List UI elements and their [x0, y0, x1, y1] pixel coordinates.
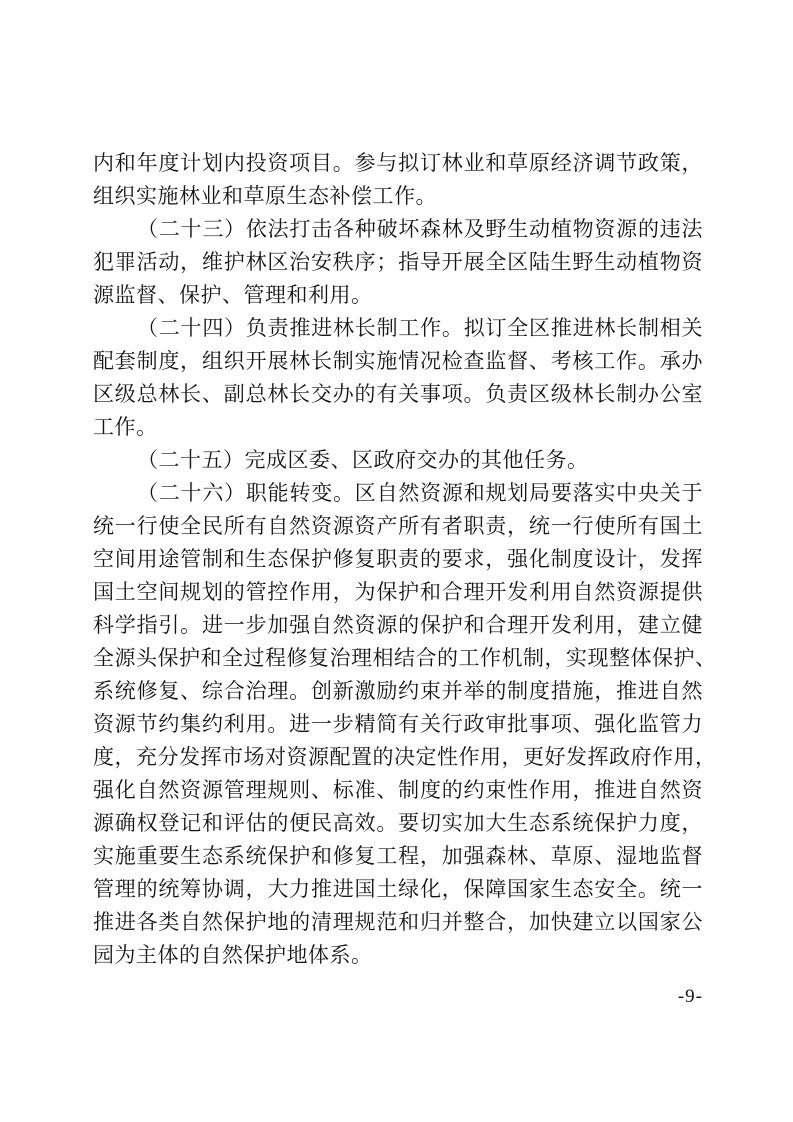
text-line: 科学指引。进一步加强自然资源的保护和合理开发利用，建立健	[93, 613, 703, 637]
text-line: （二十四）负责推进林长制工作。拟订全区推进林长制相关	[137, 316, 703, 340]
text-line: （二十三）依法打击各种破坏森林及野生动植物资源的违法	[137, 217, 703, 241]
text-line: 园为主体的自然保护地体系。	[93, 943, 373, 967]
text-line: 管理的统筹协调，大力推进国土绿化，保障国家生态安全。统一	[93, 877, 703, 901]
text-line: 统一行使全民所有自然资源资产所有者职责，统一行使所有国土	[93, 514, 703, 538]
text-line: 内和年度计划内投资项目。参与拟订林业和草原经济调节政策，	[93, 151, 703, 175]
text-line: 系统修复、综合治理。创新激励约束并举的制度措施，推进自然	[93, 679, 703, 703]
text-line: （二十六）职能转变。区自然资源和规划局要落实中央关于	[137, 481, 703, 505]
text-line: 源监督、保护、管理和利用。	[93, 283, 373, 307]
text-line: 强化自然资源管理规则、标准、制度的约束性作用，推进自然资	[93, 778, 703, 802]
text-line: 度，充分发挥市场对资源配置的决定性作用，更好发挥政府作用，	[93, 745, 717, 769]
text-line: 国土空间规划的管控作用，为保护和合理开发利用自然资源提供	[93, 580, 703, 604]
document-body	[93, 147, 717, 972]
text-line: 区级总林长、副总林长交办的有关事项。负责区级林长制办公室	[93, 382, 703, 406]
text-line: 犯罪活动，维护林区治安秩序；指导开展全区陆生野生动植物资	[93, 250, 703, 274]
text-line: 源确权登记和评估的便民高效。要切实加大生态系统保护力度，	[93, 811, 703, 835]
text-line: 配套制度，组织开展林长制实施情况检查监督、考核工作。承办	[93, 349, 703, 373]
text-line: 推进各类自然保护地的清理规范和归并整合，加快建立以国家公	[93, 910, 703, 934]
text-line: （二十五）完成区委、区政府交办的其他任务。	[137, 448, 589, 472]
text-line: 空间用途管制和生态保护修复职责的要求，强化制度设计，发挥	[93, 547, 703, 571]
page-number: -9-	[677, 986, 703, 1007]
text-line: 资源节约集约利用。进一步精简有关行政审批事项、强化监管力	[93, 712, 703, 736]
text-line: 工作。	[93, 415, 158, 439]
text-line: 组织实施林业和草原生态补偿工作。	[93, 184, 437, 208]
text-line: 全源头保护和全过程修复治理相结合的工作机制，实现整体保护、	[93, 646, 717, 670]
text-line: 实施重要生态系统保护和修复工程，加强森林、草原、湿地监督	[93, 844, 703, 868]
